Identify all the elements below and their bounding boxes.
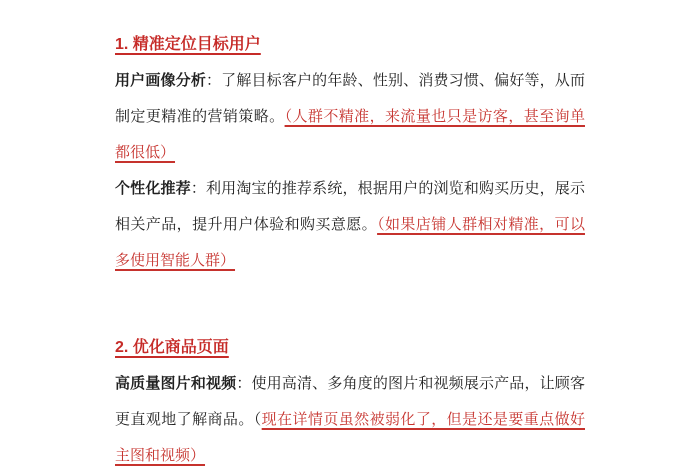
red-annotation: 现在详情页虽然被弱化了，但是还是要重点做好 bbox=[261, 411, 585, 428]
body-line bbox=[115, 366, 585, 402]
body-line bbox=[115, 402, 585, 438]
section-2-heading: 2. 优化商品页面 bbox=[115, 339, 229, 356]
body-text: 制定更精准的营销策略。 bbox=[115, 108, 285, 125]
body-line bbox=[115, 438, 585, 470]
lead-term: 用户画像分析 bbox=[115, 72, 206, 89]
body-text: 相关产品，提升用户体验和购买意愿。 bbox=[115, 216, 378, 233]
section-1-heading: 1. 精准定位目标用户 bbox=[115, 36, 261, 53]
red-annotation: （人群不精准，来流量也只是访客，甚至询单 bbox=[284, 108, 585, 125]
body-line bbox=[115, 243, 585, 279]
lead-term: 个性化推荐 bbox=[115, 180, 191, 197]
body-line bbox=[115, 207, 585, 243]
red-annotation: 主图和视频） bbox=[115, 447, 206, 464]
body-line bbox=[115, 63, 585, 99]
body-line bbox=[115, 135, 585, 171]
document-page bbox=[115, 0, 585, 470]
body-line bbox=[115, 99, 585, 135]
body-text: ：了解目标客户的年龄、性别、消费习惯、偏好等，从而 bbox=[206, 72, 585, 89]
lead-term: 高质量图片和视频 bbox=[115, 375, 237, 392]
body-line bbox=[115, 171, 585, 207]
red-annotation: 多使用智能人群） bbox=[115, 252, 236, 269]
body-text: 更直观地了解商品。（ bbox=[115, 411, 262, 428]
body-text: ：使用高清、多角度的图片和视频展示产品，让顾客 bbox=[236, 375, 585, 392]
red-annotation: （如果店铺人群相对精准，可以 bbox=[377, 216, 585, 233]
body-text: ：利用淘宝的推荐系统，根据用户的浏览和购买历史，展示 bbox=[190, 180, 585, 197]
red-annotation: 都很低） bbox=[115, 144, 176, 161]
